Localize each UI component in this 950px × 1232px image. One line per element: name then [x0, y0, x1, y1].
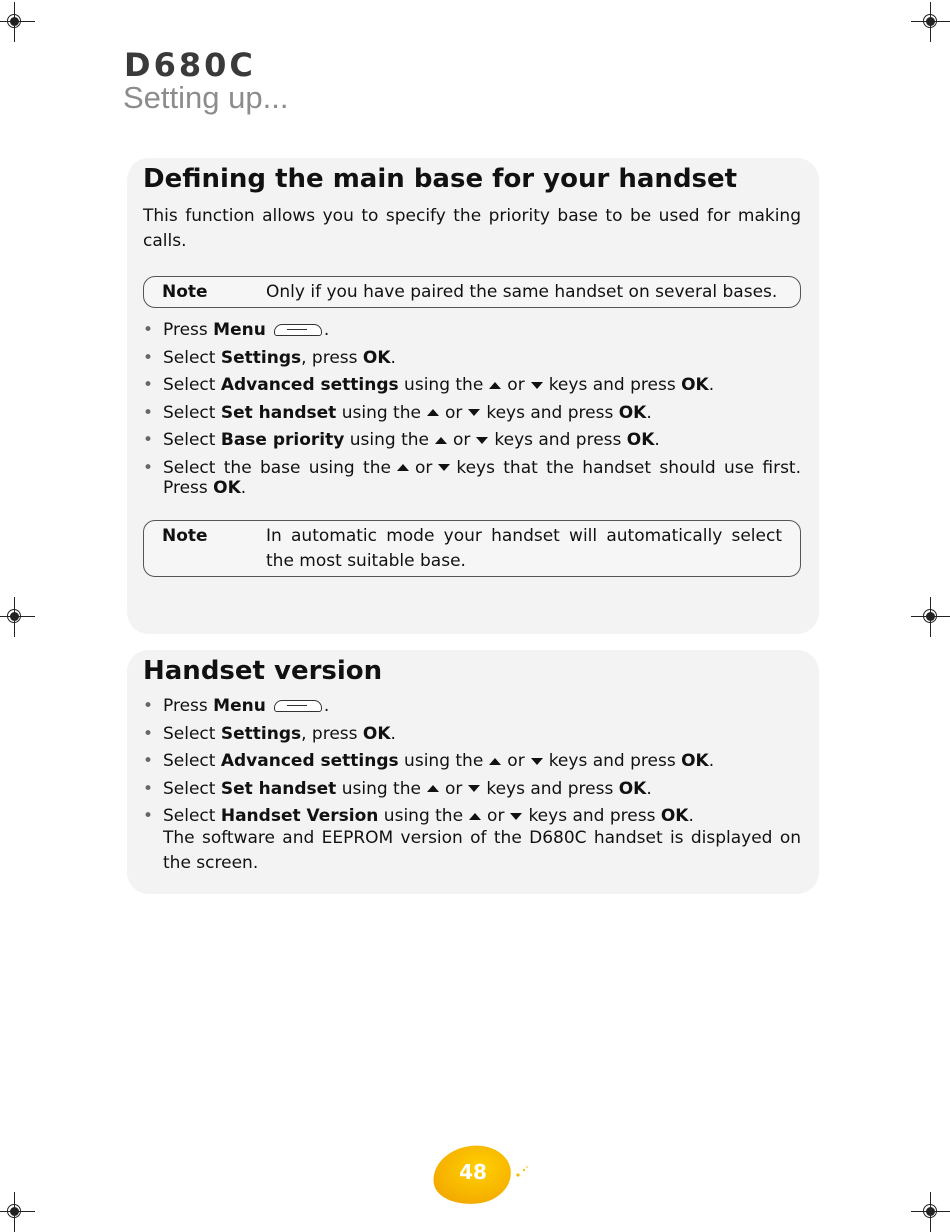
down-arrow-icon: [531, 758, 543, 765]
down-arrow-icon: [531, 382, 543, 389]
crop-mark-top-right: [911, 2, 950, 42]
section-intro: This function allows you to specify the priority base to be used for making calls.: [143, 206, 801, 251]
step-list: [143, 320, 801, 498]
page-number: 48: [459, 1160, 487, 1184]
note-text: In automatic mode your handset will automatically select the most suitable base.: [266, 525, 782, 571]
note-box: [143, 276, 801, 308]
page-subtitle: Setting up...: [123, 80, 289, 115]
up-arrow-icon: [397, 464, 409, 471]
list-item: • Select Base priority using the or keys and press OK.: [143, 430, 660, 450]
down-arrow-icon: [468, 409, 480, 416]
down-arrow-icon: [468, 785, 480, 792]
list-item: • Select the base using the or keys that the handset should use first. Press OK.: [143, 457, 801, 498]
page-number-badge: [433, 1146, 513, 1206]
up-arrow-icon: [435, 437, 447, 444]
note-box: [143, 520, 801, 577]
list-item: • Select Advanced settings using the or keys and press OK.: [143, 375, 715, 395]
list-item: • Press Menu .: [143, 696, 330, 716]
section-title: Handset version: [143, 656, 383, 686]
list-item: • Select Set handset using the or keys and press OK.: [143, 402, 652, 423]
down-arrow-icon: [510, 813, 522, 820]
up-arrow-icon: [489, 382, 501, 389]
down-arrow-icon: [476, 437, 488, 444]
down-arrow-icon: [438, 464, 450, 471]
up-arrow-icon: [427, 785, 439, 792]
brand-title: D680C: [124, 46, 256, 84]
list-item: • Press Menu .: [143, 320, 330, 340]
list-item: • Select Advanced settings using the or keys and press OK.: [143, 751, 715, 771]
note-text: Only if you have paired the same handset on several bases.: [266, 282, 778, 302]
up-arrow-icon: [489, 758, 501, 765]
crop-mark-top-left: [0, 2, 35, 42]
crop-mark-bottom-left: [0, 1192, 35, 1232]
version-footnote: The software and EEPROM version of the D680C handset is displayed on the screen.: [163, 828, 801, 873]
section-title: Defining the main base for your handset: [143, 164, 738, 194]
up-arrow-icon: [469, 813, 481, 820]
note-label: Note: [162, 525, 208, 546]
menu-key-icon: [274, 324, 322, 336]
list-item: • Select Settings, press OK.: [143, 347, 396, 368]
section-handset-version: [127, 650, 819, 894]
note-label: Note: [162, 282, 208, 302]
list-item: • Select Handset Version using the or keys and press OK. The software and EEPROM version of the D680C handset is displayed on the screen.: [143, 806, 801, 876]
crop-mark-mid-right: [911, 597, 950, 637]
crop-mark-mid-left: [0, 597, 35, 637]
menu-key-icon: [274, 700, 322, 712]
sparkle-icon: [514, 1164, 530, 1180]
list-item: • Select Set handset using the or keys and press OK.: [143, 778, 652, 799]
list-item: • Select Settings, press OK.: [143, 723, 396, 744]
section-main-base: [127, 158, 819, 634]
crop-mark-bottom-right: [911, 1192, 950, 1232]
up-arrow-icon: [427, 409, 439, 416]
step-list: [143, 696, 801, 876]
